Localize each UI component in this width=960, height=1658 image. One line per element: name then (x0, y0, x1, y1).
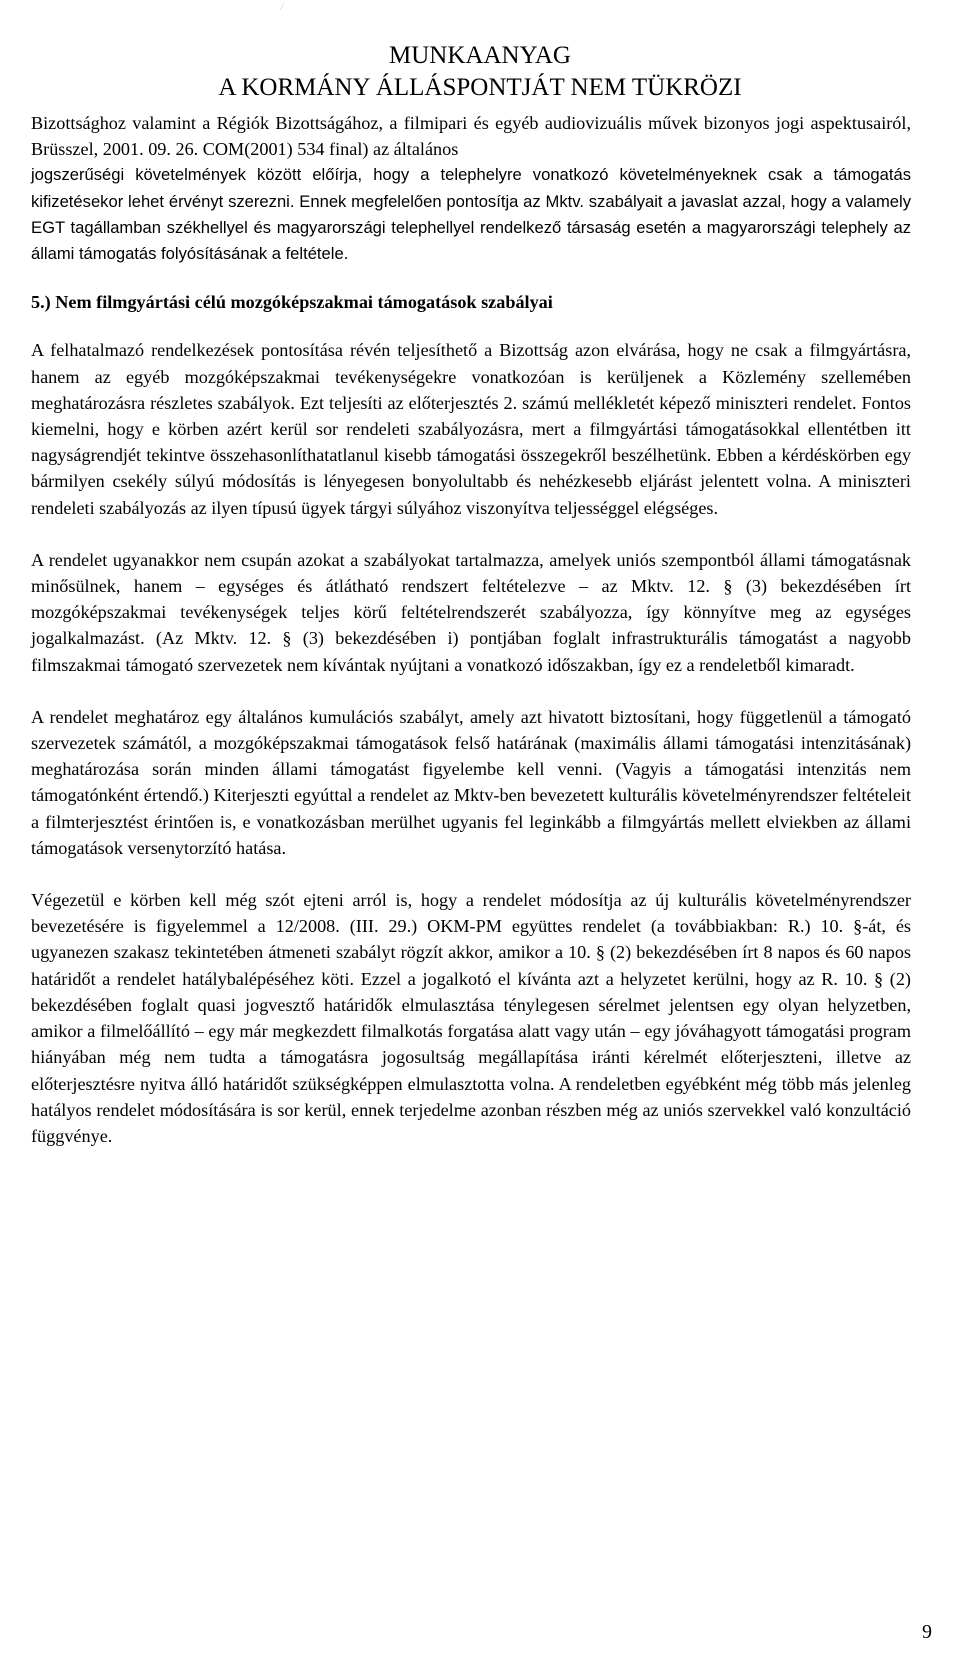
header-line-working-draft: MUNKAANYAG (389, 42, 571, 69)
paragraph-intro-continued: Bizottsághoz valamint a Régiók Bizottságához, a filmipari és egyéb audiovizuális művek bizonyos jogi aspektusairól, Brüsszel, 2001. 09. 26. COM(2001) 534 final) az általános (31, 113, 911, 160)
paragraph-final-provisions: Végezetül e körben kell még szót ejteni arról is, hogy a rendelet módosítja az új kulturális követelményrendszer bevezetésére is figyelemmel a 12/2008. (III. 29.) OKM-PM együttes rendelet (a továbbiakban: R.) 10. §-át, és ugyanezen szakasz tekintetében átmeneti szabályt rögzít akkor, amikor a 10. § (2) bekezdésében írt 8 napos és 60 napos határidőt a rendelet hatálybalépéséhez köti. Ezzel a jogalkotó el kívánta azt a helyzetet kerülni, hogy az R. 10. § (2) bekezdésében foglalt quasi jogvesztő határidők elmulasztása ténylegesen sérelmet jelentsen egy olyan helyzetben, amikor a filmelőállító – egy már megkezdett filmalkotás forgatása alatt vagy után – egy jóváhagyott támogatási program hiányában még nem tudta a támogatásra jogosultság megállapítása iránti kérelmét előterjeszteni, illetve az előterjesztésre nyitva álló határidőt szükségképpen elmulasztotta volna. A rendeletben egyébként még több más jelenleg hatályos rendelet módosítására is sor kerül, ennek terjedelme azonban részben még az uniós szervekkel való konzultáció függvénye. (31, 890, 911, 1146)
scan-mark: ⁄ (281, 2, 283, 12)
paragraph-intro-sans: jogszerűségi követelmények között előírja, hogy a telephelyre vonatkozó követelményeknek csak a támogatás kifizetésekor lehet érvényt szerezni. Ennek megfelelően pontosítja az Mktv. szabályait a javaslat azzal, hogy a valamely EGT tagállamban székhellyel és magyarországi telephellyel rendelkező társaság esetén a magyarországi telephely az állami támogatás folyósításának a feltétele. (31, 165, 911, 264)
header-line-disclaimer: A KORMÁNY ÁLLÁSPONTJÁT NEM TÜKRÖZI (218, 74, 742, 101)
document-header (0, 40, 960, 104)
paragraph-regulation-scope: A rendelet ugyanakkor nem csupán azokat a szabályokat tartalmazza, amelyek uniós szempontból állami támogatásnak minősülnek, hanem – egységes és átlátható rendszert feltételezve – az Mktv. 12. § (3) bekezdésében írt mozgóképszakmai tevékenységek teljes körű feltételrendszerét szabályozza, így könnyítve meg az egységes jogalkalmazást. (Az Mktv. 12. § (3) bekezdésében i) pontjában foglalt infrastrukturális támogatást a nagyobb filmszakmai támogató szervezetek nem kívántak nyújtani a vonatkozó időszakban, így ez a rendeletből kimaradt. (31, 549, 911, 675)
page-number: 9 (922, 1621, 932, 1643)
document-body (31, 110, 911, 1149)
section-heading: 5.) Nem filmgyártási célú mozgóképszakmai támogatások szabályai (31, 292, 553, 313)
paragraph-empowering-provisions: A felhatalmazó rendelkezések pontosítása révén teljesíthető a Bizottság azon elvárása, hogy ne csak a filmgyártásra, hanem az egyéb mozgóképszakmai tevékenységekre vonatkozóan is kerüljenek a Közlemény szellemében meghatározásra részletes szabályok. Ezt teljesíti az előterjesztés 2. számú mellékletét képező miniszteri rendelet. Fontos kiemelni, hogy e körben azért kerül sor rendeleti szabályozásra, mert a filmgyártási támogatásokkal ellentétben itt nagyságrendjét tekintve összehasonlíthatatlanul kisebb támogatási összegekről beszélhetünk. Ebben a kérdéskörben egy bármilyen csekély súlyú módosítás is lényegesen bonyolultabb és nehézkesebb eljárást jelentett volna. A miniszteri rendeleti szabályozás az ilyen típusú ügyek tárgyi súlyához viszonyítva teljességgel elégséges. (31, 340, 911, 518)
paragraph-cumulation-rule: A rendelet meghatároz egy általános kumulációs szabályt, amely azt hivatott biztosítani, hogy függetlenül a támogató szervezetek számától, a mozgóképszakmai támogatások felső határának (maximális állami támogatási intenzitásának) meghatározása során minden állami támogatást figyelembe kell venni. (Vagyis a támogatási intenzitás nem támogatónként értendő.) Kiterjeszti egyúttal a rendelet az Mktv-ben bevezetett kulturális követelményrendszer feltételeit a filmterjesztést érintően is, e vonatkozásban merülhet ugyanis fel leginkább a filmgyártás mellett elviekben az állami támogatások versenytorzító hatása. (31, 706, 911, 858)
